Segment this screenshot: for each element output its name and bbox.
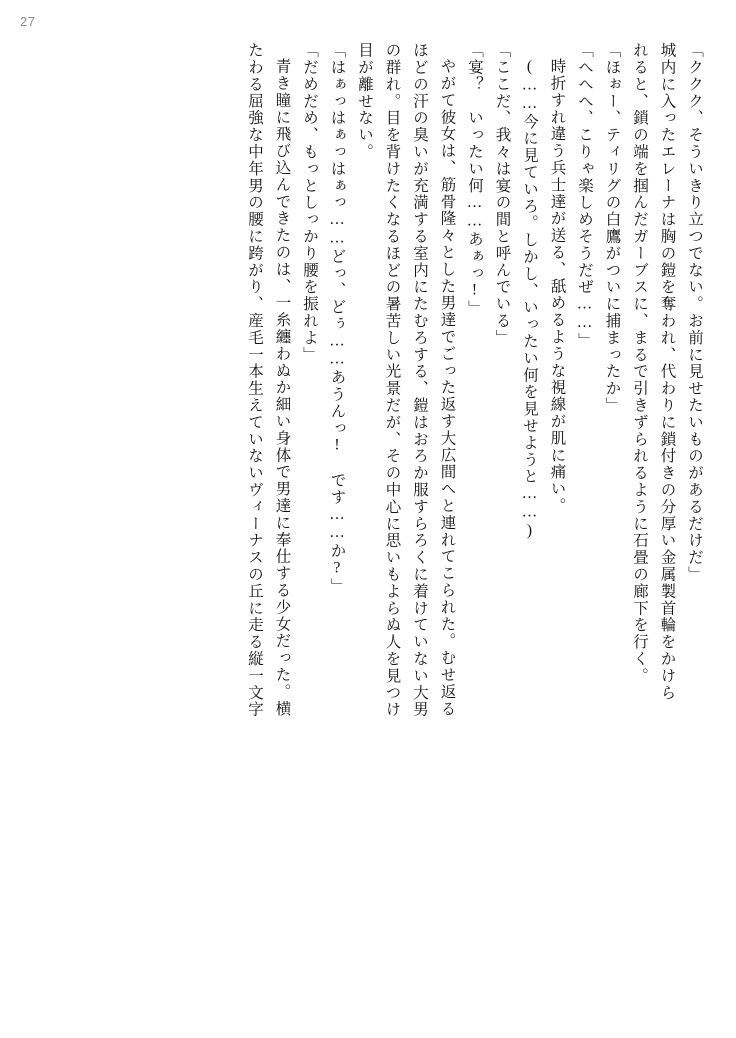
text-column: の群れ。目を背けたくなるほどの暑苦しい光景だが、その中心に思いもよらぬ人を見つけ	[383, 42, 401, 718]
text-column: 「だめだめ、もっとしっかり腰を振れよ」	[301, 42, 318, 364]
text-column: 「ほぉー、ティリグの白鷹がついに捕まったか」	[603, 42, 621, 414]
text-column: 時折すれ違う兵士達が送る、舐めるような視線が肌に痛い。	[548, 58, 566, 515]
text-column: 「宴？ いったい何……あぁっ!」	[466, 42, 483, 317]
text-column: 「ククク、そういきり立つでない。お前に見せたいものがあるだけだ」	[686, 42, 703, 583]
text-column: 目が離せない。	[356, 42, 373, 161]
vertical-text-body	[40, 42, 708, 1004]
text-column: 「へへへ、こりゃ楽しめそうだぜ……」	[576, 42, 593, 350]
text-column: やがて彼女は、筋骨隆々とした男達でごった返す大広間へと連れてこられた。むせ返る	[438, 58, 456, 718]
text-column: 「ここだ、我々は宴の間と呼んでいる」	[493, 42, 511, 347]
text-column: 青き瞳に飛び込んできたのは、一糸纏わぬか細い身体で男達に奉仕する少女だった。横	[273, 58, 291, 718]
text-column: 城内に入ったエレーナは胸の鎧を奪われ、代わりに鎖付きの分厚い金属製首輪をかけら	[658, 42, 676, 702]
text-column: (……今に見ていろ。しかし、いったい何を見せようと……)	[521, 58, 538, 541]
page-number: 27	[20, 14, 36, 29]
text-column: ほどの汗の臭いが充満する室内にたむろする、鎧はおろか服すらろくに着けていない大男	[411, 42, 428, 718]
text-column: れると、鎖の端を掴んだガーブスに、まるで引きずられるように石畳の廊下を行く。	[631, 42, 648, 685]
text-column: 「はぁっはぁっはぁっ……どっ、どぅ……あうんっ! です……か?」	[328, 42, 346, 595]
text-column: たわる屈強な中年男の腰に跨がり、産毛一本生えていないヴィーナスの丘に走る縦一文字	[246, 42, 263, 718]
